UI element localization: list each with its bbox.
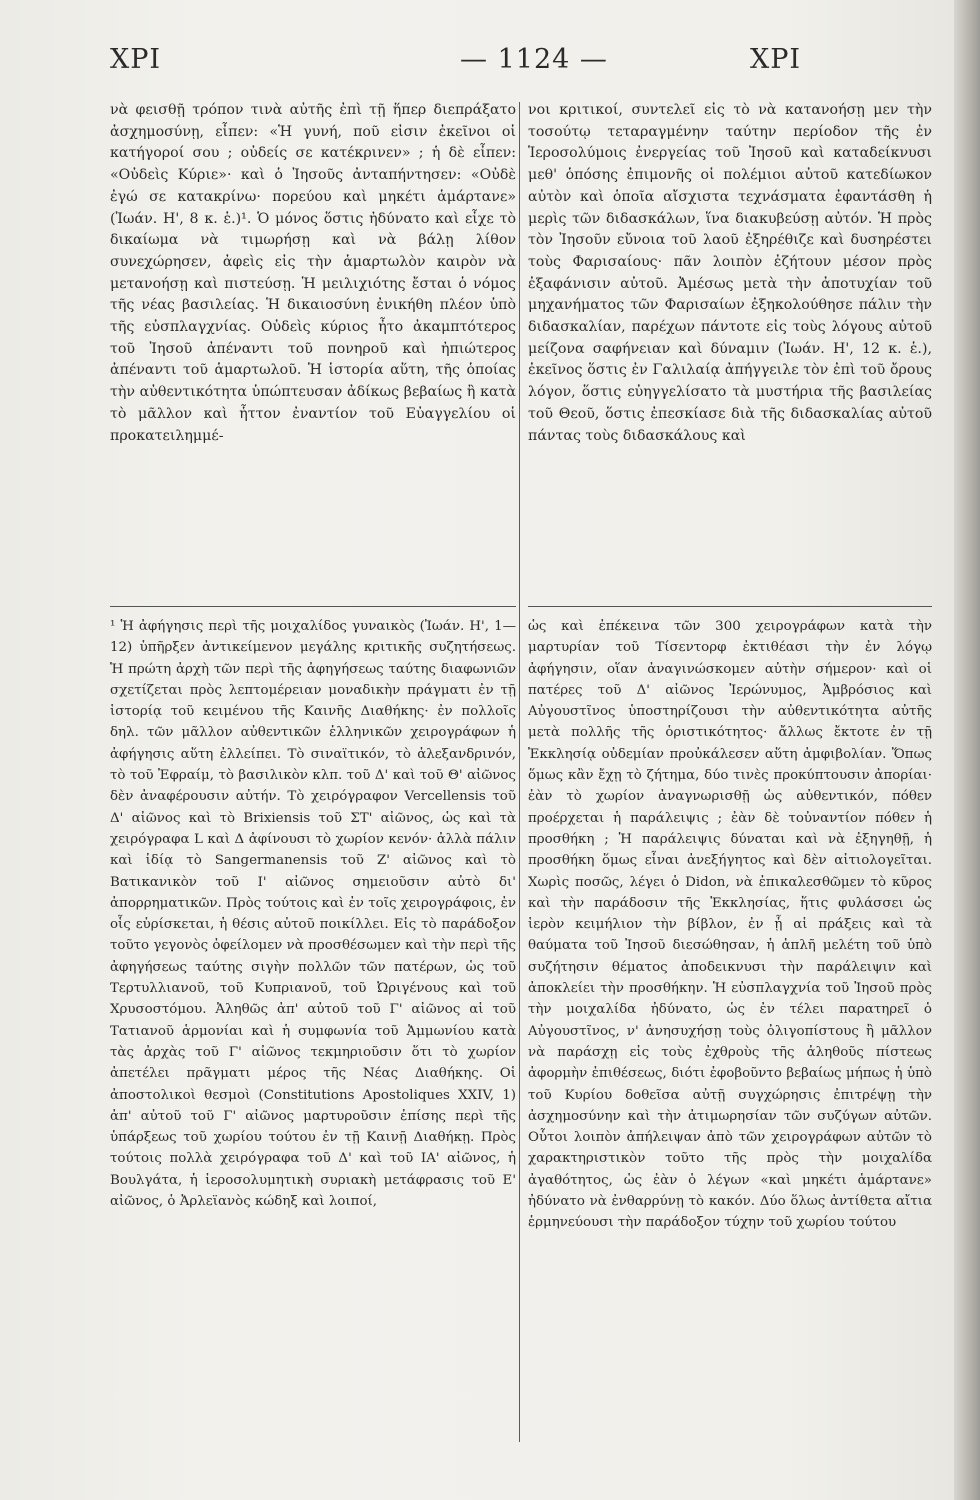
running-head <box>110 44 870 96</box>
header-right-abbrev: ΧΡΙ <box>750 44 802 75</box>
main-text-right-column <box>528 100 932 447</box>
main-text-left: νὰ φεισθῇ τρόπον τινὰ αὐτῆς ἐπὶ τῇ ἥπερ διεπράξατο ἀσχημοσύνῃ, εἶπεν: «Ἡ γυνή, ποῦ εἰσιν ἐκεῖνοι οἱ κατήγοροί σου ; οὐδείς σε κατέκρινεν» ; ἡ δὲ εἶπεν: «Οὐδεὶς Κύριε»· καὶ ὁ Ἰησοῦς ἀνταπήντησεν: «Οὐδὲ ἐγώ σε κατακρίνω· πορεύου καὶ μηκέτι ἁμάρτανε» (Ἰωάν. Η', 8 κ. ἑ.)¹. Ὁ μόνος ὅστις ἠδύνατο καὶ εἶχε τὸ δικαίωμα νὰ τιμωρήσῃ καὶ νὰ βάλῃ λίθον συνεχώρησεν, ἀφεὶς εἰς τὴν ἁμαρτωλὸν καιρὸν νὰ μετανοήσῃ καὶ πιστεύσῃ. Ἡ μειλιχιότης ἔσται ὁ νόμος τῆς νέας βασιλείας. Ἡ δικαιοσύνη ἐνικήθη πλέον ὑπὸ τῆς εὐσπλαγχνίας. Οὐδεὶς κύριος ἦτο ἀκαμπτότερος τοῦ Ἰησοῦ ἀπέναντι τοῦ πονηροῦ καὶ ἠπιώτερος ἀπέναντι τοῦ ἁμαρτωλοῦ. Ἡ ἱστορία αὕτη, τῆς ὁποίας τὴν αὐθεντικότητα ὑπώπτευσαν ἀδίκως βεβαίως ἢ κατὰ τὸ μᾶλλον καὶ ἧττον ἐναντίον τοῦ Εὐαγγελίου οἱ προκατειλημμέ- <box>110 102 516 444</box>
main-text-right: νοι κριτικοί, συντελεῖ εἰς τὸ νὰ κατανοήσῃ μεν τὴν τοσούτῳ τεταραγμένην ταύτην περίοδον τῆς ἐν Ἱεροσολύμοις ἐνεργείας τοῦ Ἰησοῦ καὶ καταδείκνυσι μεθ' ὁπόσης ἐπιμονῆς οἱ πολέμιοι αὐτοῦ κατεδίωκον αὐτὸν καὶ ὁποῖα αἴσχιστα τεχνάσματα ἐφαντάσθη ἡ μερὶς τῶν διδασκάλων, ἵνα διακυβεύσῃ αὐτόν. Ἡ πρὸς τὸν Ἰησοῦν εὔνοια τοῦ λαοῦ ἐξηρέθιζε καὶ δυσηρέστει τοὺς Φαρισαίους· πᾶν λοιπὸν ἐζήτουν μέσον πρὸς ἐξαφάνισιν αὐτοῦ. Ἀμέσως μετὰ τὴν ἀποτυχίαν τοῦ μηχανήματος τῶν Φαρισαίων ἐξηκολούθησε πάλιν τὴν διδασκαλίαν, παρέχων πάντοτε εἰς τοὺς λόγους αὐτοῦ μείζονα σαφήνειαν καὶ δύναμιν (Ἰωάν. Η', 12 κ. ἑ.), ἐκεῖνος ὅστις ἐν Γαλιλαίᾳ ἀπήγγειλε τὸν ἐπὶ τοῦ ὄρους λόγον, ὅστις εὐηγγελίσατο τὰ μυστήρια τῆς βασιλείας τοῦ Θεοῦ, ὅστις ἐπεσκίασε διὰ τῆς διδασκαλίας αὐτοῦ πάντας τοὺς διδασκάλους καὶ <box>528 102 932 444</box>
footnote-text-right: ὡς καὶ ἐπέκεινα τῶν 300 χειρογράφων κατὰ τὴν μαρτυρίαν τοῦ Τίσεντορφ ἐκτιθέασι τὴν ἐν λόγῳ ἀφήγησιν, οἵαν ἀναγινώσκομεν αὐτὴν σήμερον· καὶ οἱ πατέρες τοῦ Δ' αἰῶνος Ἱερώνυμος, Ἀμβρόσιος καὶ Αὐγουστῖνος ὑποστηρίζουσι τὴν αὐθεντικότητα αὐτῆς μετὰ πολλῆς τῆς ὁριστικότητος· ἄλλως ἔκτοτε ἐν τῇ Ἐκκλησίᾳ οὐδεμίαν προὐκάλεσεν αὕτη ἀμφιβολίαν. Ὅπως ὅμως κἂν ἔχῃ τὸ ζήτημα, δύο τινὲς προκύπτουσιν ἀπορίαι· ἐὰν τὸ χωρίον ἀναγνωρισθῇ ὡς αὐθεντικόν, πόθεν προέρχεται ἡ παράλειψις ; ἐὰν δὲ τοὐναντίον πόθεν ἡ προσθήκη ; Ἡ παράλειψις δύναται καὶ νὰ ἐξηγηθῇ, ἡ προσθήκη ὅμως εἶναι ἀνεξήγητος καὶ δὲν αἰτιολογεῖται. Χωρὶς ποσῶς, λέγει ὁ Didon, νὰ ἐπικαλεσθῶμεν τὸ κῦρος καὶ τὴν παράδοσιν τῆς Ἐκκλησίας, ἥτις φυλάσσει ὡς ἱερὸν κειμήλιον τὴν βίβλον, ἐν ᾗ αἱ πράξεις καὶ τὰ θαύματα τοῦ Ἰησοῦ διεσώθησαν, ἡ ἁπλῆ μελέτη τοῦ ὑπὸ συζήτησιν θέματος ἀποδεικνυσι τὴν παράλειψιν καὶ ἀποκλείει τὴν προσθήκην. Ἡ εὐσπλαγχνία τοῦ Ἰησοῦ πρὸς τὴν μοιχαλίδα ἠδύνατο, ὡς ἐν τέλει παρατηρεῖ ὁ Αὐγουστῖνος, ν' ἀνησυχήσῃ τοὺς ὀλιγοπίστους ἢ μᾶλλον νὰ παράσχῃ εἰς τοὺς ἐχθροὺς τῆς ἀληθοῦς πίστεως ἀφορμὴν ἐπιθέσεως, διότι ἐφοβοῦντο βεβαίως μήπως ἡ ὑπὸ τοῦ Κυρίου δοθεῖσα αὐτῇ συγχώρησις ἐπιτρέψῃ τὴν ἀσχημοσύνην καὶ τὴν ἀτιμωρησίαν τῶν συζύγων αὐτῶν. Οὗτοι λοιπὸν ἀπήλειψαν ἀπὸ τῶν χειρογράφων αὐτῶν τὸ χαρακτηριστικὸν τοῦτο τῆς πρὸς τὴν μοιχαλίδα ἀγαθότητος, ὡς ἐὰν ὁ λέγων «καὶ μηκέτι ἁμάρτανε» ἠδύνατο νὰ ἐνθαρρύνῃ τὸ κακόν. Δύο ὅλως ἀντίθετα αἴτια ἑρμηνεύουσι τὴν παράδοξον τύχην τοῦ χωρίου τούτου <box>528 619 932 1231</box>
book-spine-shadow <box>954 0 980 1500</box>
footnote-left-column <box>110 616 516 1212</box>
footnote-right-column <box>528 616 932 1234</box>
column-divider <box>519 102 520 1442</box>
footnote-text-left: ¹ Ἡ ἀφήγησις περὶ τῆς μοιχαλίδος γυναικὸς (Ἰωάν. Η', 1—12) ὑπῆρξεν ἀντικείμενον μεγάλης κριτικῆς συζητήσεως. Ἡ πρώτη ἀρχὴ τῶν περὶ τῆς ἀφηγήσεως ταύτης διαφωνιῶν σχετίζεται πρὸς λεπτομέρειαν μοναδικὴν πράγματι ἐν τῇ ἱστορίᾳ τοῦ κειμένου τῆς Καινῆς Διαθήκης· ἐν πολλοῖς δηλ. τῶν μᾶλλον αὐθεντικῶν ἑλληνικῶν χειρογράφων ἡ ἀφήγησις αὕτη ἐλλείπει. Τὸ σιναϊτικόν, τὸ ἀλεξανδρινόν, τὸ τοῦ Ἐφραίμ, τὸ βασιλικὸν κλπ. τοῦ Δ' καὶ τοῦ Θ' αἰῶνος δὲν ἀναφέρουσιν αὐτήν. Τὸ χειρόγραφον Vercellensis τοῦ Δ' αἰῶνος καὶ τὸ Brixiensis τοῦ ΣΤ' αἰῶνος, ὡς καὶ τὰ χειρόγραφα L καὶ Δ ἀφίνουσι τὸ χωρίον κενόν· ἀλλὰ πάλιν καὶ ἰδίᾳ τὸ Sangermanensis τοῦ Ζ' αἰῶνος καὶ τὸ Βατικανικὸν τοῦ Ι' αἰῶνος σημειοῦσιν αὐτὸ δι' ἀπορρηματικῶν. Πρὸς τούτοις καὶ ἐν τοῖς χειρογράφοις, ἐν οἷς εὑρίσκεται, ἡ θέσις αὐτοῦ ποικίλλει. Εἰς τὸ παράδοξον τοῦτο γεγονὸς ὀφείλομεν νὰ προσθέσωμεν καὶ τὴν περὶ τῆς ἀφηγήσεως ταύτης σιγὴν πολλῶν τῶν πατέρων, ὡς τοῦ Τερτυλλιανοῦ, τοῦ Κυπριανοῦ, τοῦ Ὠριγένους καὶ τοῦ Χρυσοστόμου. Ἀληθῶς ἀπ' αὐτοῦ τοῦ Γ' αἰῶνος αἱ τοῦ Τατιανοῦ ἁρμονίαι καὶ ἡ συμφωνία τοῦ Ἀμμωνίου κατὰ τὰς ἀρχὰς τοῦ Γ' αἰῶνος τεκμηριοῦσιν ὅτι τὸ χωρίον ἀπετέλει πρᾶγματι μέρος τῆς Νέας Διαθήκης. Οἱ ἀποστολικοὶ θεσμοὶ (Constitutions Apostoliques XXIV, 1) ἀπ' αὐτοῦ τοῦ Γ' αἰῶνος μαρτυροῦσιν ἐπίσης περὶ τῆς ὑπάρξεως τοῦ χωρίου τούτου ἐν τῇ Καινῇ Διαθήκῃ. Πρὸς τούτοις πολλὰ χειρόγραφα τοῦ Δ' καὶ τοῦ ΙΑ' αἰῶνος, ἡ Βουλγάτα, ἡ ἱεροσολυμητικὴ συριακὴ μετάφρασις τοῦ Ε' αἰῶνος, ὁ Ἀρλεϊανὸς κώδηξ καὶ λοιποί, <box>110 619 516 1210</box>
footnote-rule-left <box>110 606 516 607</box>
page-number: — 1124 — <box>460 44 608 75</box>
footnote-rule-right <box>528 606 932 607</box>
header-left-abbrev: ΧΡΙ <box>110 44 162 75</box>
main-text-left-column <box>110 100 516 447</box>
